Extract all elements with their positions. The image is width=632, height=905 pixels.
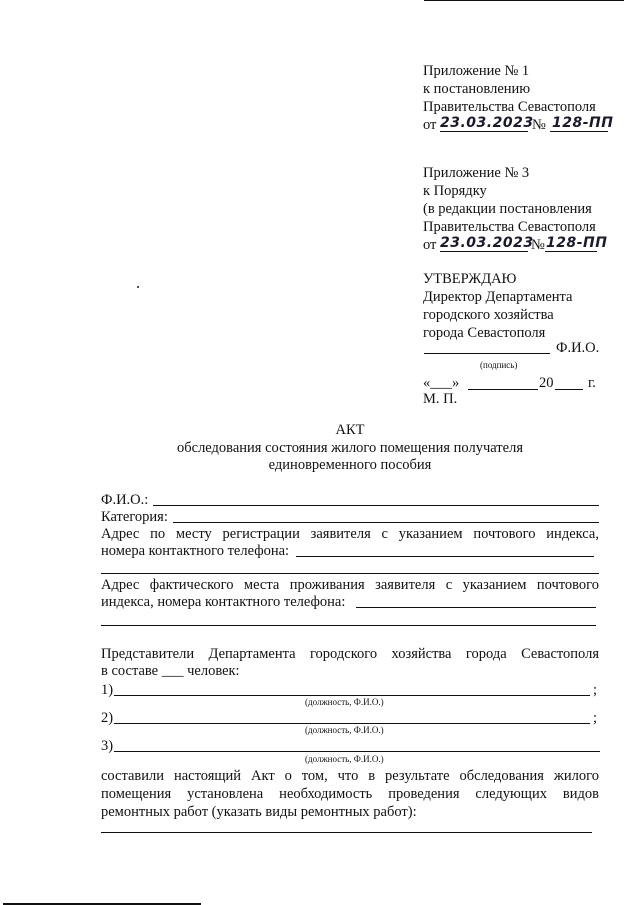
appendix-1-date-handwritten: 23.03.2023 xyxy=(440,115,534,131)
appendix-3-line2: к Порядку xyxy=(423,183,487,199)
approve-line2: городского хозяйства xyxy=(423,307,554,323)
rep2-number: 2) xyxy=(101,710,114,726)
appendix-1-from-label: от xyxy=(423,117,437,133)
category-field-line xyxy=(173,522,599,523)
appendix-3-date-line xyxy=(440,251,528,252)
reg-address-line2: номера контактного телефона: xyxy=(101,543,290,559)
appendix-3-line3: (в редакции постановления xyxy=(423,201,592,217)
appendix-3-from-label: от xyxy=(423,237,437,253)
appendix-3-title: Приложение № 3 xyxy=(423,165,530,181)
stamp-label: М. П. xyxy=(423,391,458,407)
act-title-line3: единовременного пособия xyxy=(268,457,432,473)
fact-address-line2: индекса, номера контактного телефона: xyxy=(101,594,346,610)
signature-caption: (подпись) xyxy=(480,360,518,370)
rep1-field-line xyxy=(114,695,590,696)
rep3-field-line xyxy=(114,751,600,752)
signature-line xyxy=(424,353,550,354)
fact-address-extra-line xyxy=(101,625,596,626)
act-title-line2: обследования состояния жилого помещения получателя xyxy=(177,440,523,456)
fio-field-line xyxy=(153,505,599,506)
act-title-line1: АКТ xyxy=(335,422,365,438)
date-year-suffix: г. xyxy=(588,375,596,391)
fio-label: Ф.И.О.: xyxy=(101,492,149,508)
scan-dot xyxy=(137,286,139,288)
appendix-1-line2: к постановлению xyxy=(423,81,531,97)
appendix-1-title: Приложение № 1 xyxy=(423,63,530,79)
fact-address-line1: Адрес фактического места проживания заявителя с указанием почтового xyxy=(101,577,599,593)
fact-address-field-line xyxy=(356,607,596,608)
rep2-end: ; xyxy=(593,710,598,726)
reps-line1: Представители Департамента городского хозяйства города Севастополя xyxy=(101,646,599,662)
approve-line3: города Севастополя xyxy=(423,325,546,341)
conclusion-line2: помещения установлена необходимость проведения следующих видов xyxy=(101,786,599,802)
date-year-line xyxy=(555,389,583,390)
reg-address-extra-line xyxy=(101,573,599,574)
reg-address-field-line xyxy=(296,556,594,557)
appendix-1-date-line xyxy=(440,131,528,132)
appendix-3-line4: Правительства Севастополя xyxy=(423,219,596,235)
category-label: Категория: xyxy=(101,509,168,525)
appendix-3-no-label: № xyxy=(531,237,545,253)
appendix-3-date-handwritten: 23.03.2023 xyxy=(440,235,534,251)
approve-fio: Ф.И.О. xyxy=(556,340,600,356)
reg-address-line1: Адрес по месту регистрации заявителя с указанием почтового индекса, xyxy=(101,526,599,542)
conclusion-line1: составили настоящий Акт о том, что в результате обследования жилого xyxy=(101,768,599,784)
rep2-field-line xyxy=(114,723,590,724)
appendix-1-number-line xyxy=(550,131,608,132)
appendix-3-number-handwritten: 128-ПП xyxy=(546,235,608,251)
date-month-line xyxy=(468,389,538,390)
rep1-caption: (должность, Ф.И.О.) xyxy=(305,697,384,707)
top-border-line xyxy=(424,0,624,1)
conclusion-line3: ремонтных работ (указать виды ремонтных работ): xyxy=(101,804,417,820)
appendix-3-number-line xyxy=(545,251,597,252)
reps-line2: в составе ___ человек: xyxy=(101,663,240,679)
appendix-1-no-label: № xyxy=(532,117,546,133)
rep1-number: 1) xyxy=(101,682,114,698)
approve-title: УТВЕРЖДАЮ xyxy=(423,271,517,287)
rep3-number: 3) xyxy=(101,738,114,754)
approve-line1: Директор Департамента xyxy=(423,289,573,305)
rep3-caption: (должность, Ф.И.О.) xyxy=(305,754,384,764)
conclusion-field-line xyxy=(101,832,592,833)
date-day: «___» xyxy=(423,375,460,391)
rep1-end: ; xyxy=(593,682,598,698)
date-year-prefix: 20 xyxy=(539,375,554,391)
appendix-1-number-handwritten: 128-ПП xyxy=(552,115,614,131)
appendix-1-line3: Правительства Севастополя xyxy=(423,99,596,115)
rep2-caption: (должность, Ф.И.О.) xyxy=(305,725,384,735)
